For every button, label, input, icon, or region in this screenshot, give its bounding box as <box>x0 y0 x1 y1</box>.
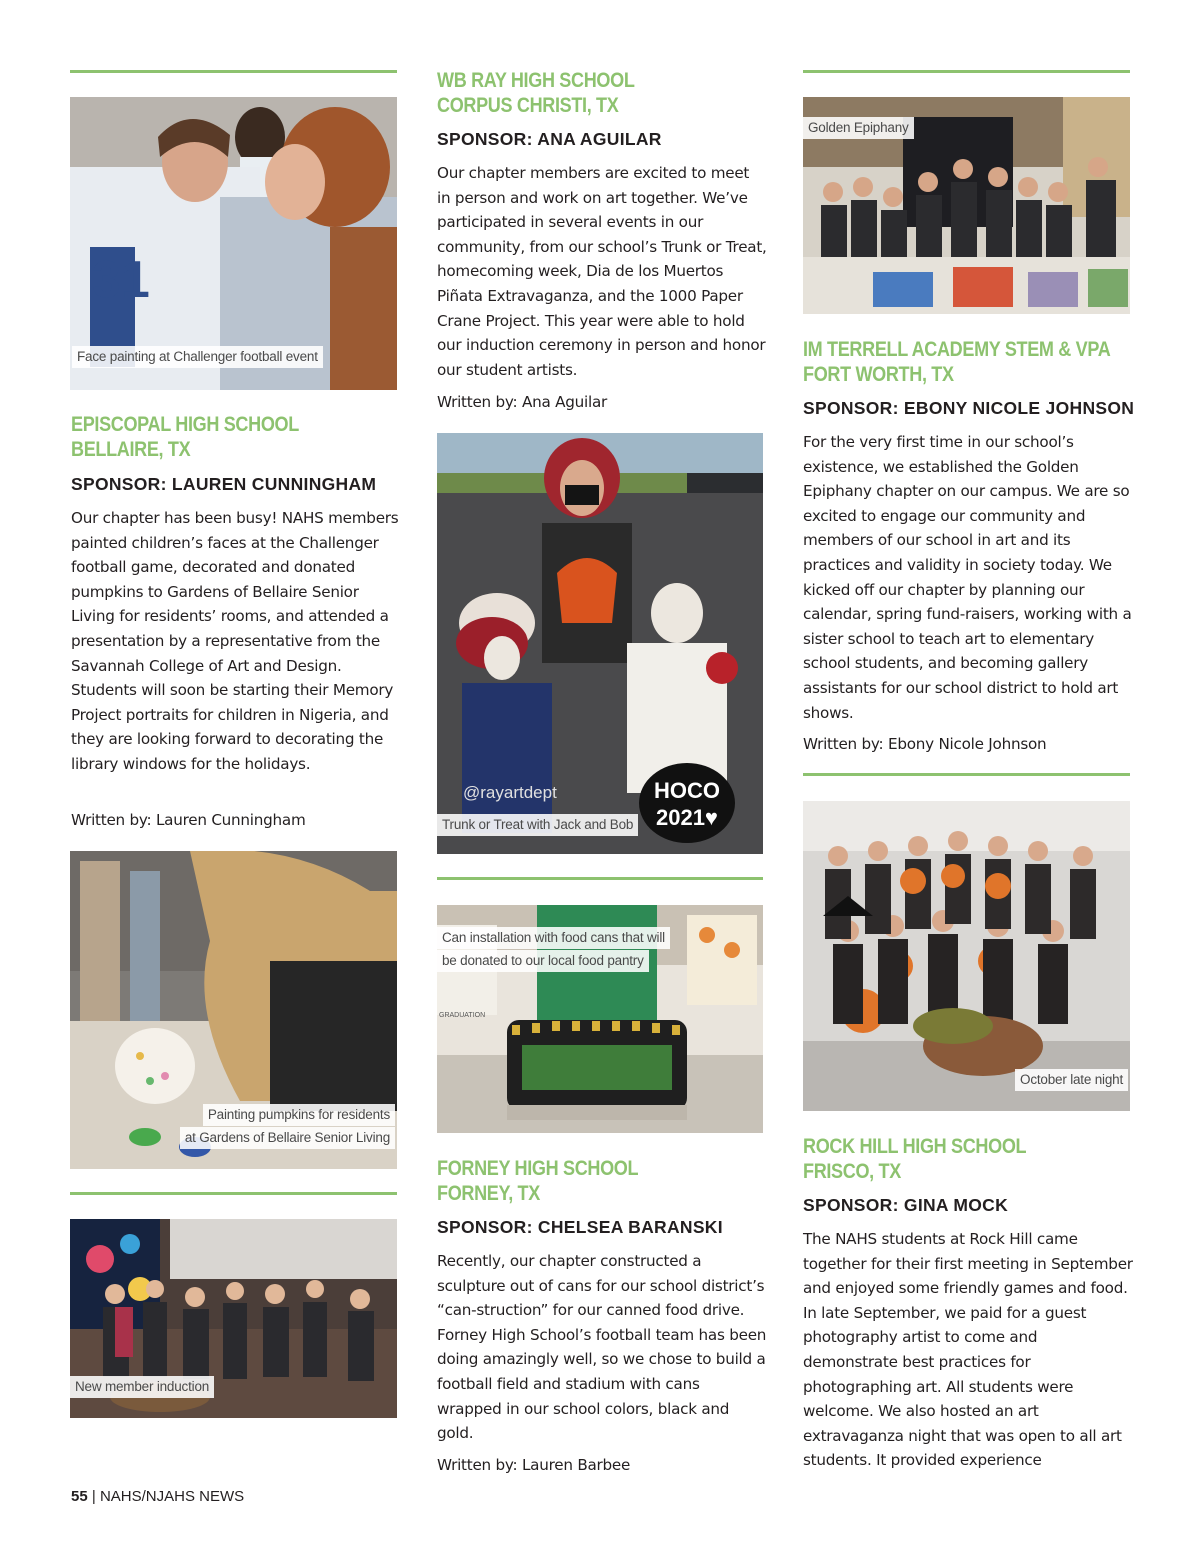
episcopal-school-city: BELLAIRE, TX <box>71 438 191 461</box>
episcopal-byline: Written by: Lauren Cunningham <box>71 811 306 829</box>
face-painting-caption: Face painting at Challenger football event <box>72 346 323 368</box>
rock-hill-school-name: ROCK HILL HIGH SCHOOL <box>803 1135 1027 1158</box>
column1-top-rule <box>70 70 397 73</box>
october-late-night-caption: October late night <box>1015 1069 1128 1091</box>
october-late-night-photo <box>803 801 1130 1111</box>
episcopal-sponsor: SPONSOR: LAUREN CUNNINGHAM <box>71 474 377 494</box>
hoco-sign-line2: 2021♥ <box>655 805 719 830</box>
page-footer <box>71 1488 244 1505</box>
forney-byline: Written by: Lauren Barbee <box>437 1456 631 1474</box>
can-installation-caption-line2: be donated to our local food pantry <box>437 950 649 972</box>
forney-school-name: FORNEY HIGH SCHOOL <box>437 1157 639 1180</box>
golden-epiphany-caption: Golden Epiphany <box>803 117 914 139</box>
im-terrell-body: For the very first time in our school’s existence, we established the Golden Epiphany chapter on our campus. We are so excited to engage our community and members of our school in art and its practices and validity in society today. We kicked off our chapter by planning our calendar, spring fund-raisers, working with a sister school to teach art to elementary school students, and becoming gallery assistants for our school district to hold art shows. <box>803 433 1132 722</box>
forney-sponsor: SPONSOR: CHELSEA BARANSKI <box>437 1217 723 1237</box>
rayartdept-handle: @rayartdept <box>463 783 557 802</box>
wb-ray-school-name: WB RAY HIGH SCHOOL <box>437 69 635 92</box>
pumpkin-caption-line2: at Gardens of Bellaire Senior Living <box>180 1127 395 1149</box>
induction-photo <box>70 1219 397 1418</box>
rock-hill-sponsor: SPONSOR: GINA MOCK <box>803 1195 1009 1215</box>
graduation-label: GRADUATION <box>439 1012 486 1019</box>
column1-mid-rule <box>70 1192 397 1195</box>
pumpkin-caption-line1: Painting pumpkins for residents <box>203 1104 395 1126</box>
page-number: 55 <box>71 1488 88 1505</box>
im-terrell-byline: Written by: Ebony Nicole Johnson <box>803 735 1047 753</box>
column3-mid-rule <box>803 773 1130 776</box>
wb-ray-sponsor: SPONSOR: ANA AGUILAR <box>437 129 662 149</box>
footer-separator: | <box>91 1488 96 1505</box>
pumpkin-painting-photo <box>70 851 397 1169</box>
im-terrell-school-name: IM TERRELL ACADEMY STEM & VPA <box>803 338 1111 361</box>
column3-top-rule <box>803 70 1130 73</box>
im-terrell-school-city: FORT WORTH, TX <box>803 363 954 386</box>
wb-ray-body: Our chapter members are excited to meet in person and work on art together. We’ve participated in several events in our community, from our school’s Trunk or Treat, homecoming week, Dia de los Muertos Piñata Extravaganza, and the 1000 Paper Crane Project. This year were able to hold our induction ceremony in person and honor our student artists. <box>437 164 767 379</box>
column2-mid-rule <box>437 877 763 880</box>
publication-name: NAHS/NJAHS NEWS <box>99 1488 245 1505</box>
can-installation-caption-line1: Can installation with food cans that will <box>437 927 670 949</box>
induction-caption: New member induction <box>70 1376 214 1398</box>
wb-ray-byline: Written by: Ana Aguilar <box>437 393 608 411</box>
trunk-or-treat-photo <box>437 433 763 854</box>
episcopal-school-name: EPISCOPAL HIGH SCHOOL <box>71 413 299 436</box>
trunk-or-treat-caption: Trunk or Treat with Jack and Bob <box>437 814 638 836</box>
forney-school-city: FORNEY, TX <box>437 1182 540 1205</box>
can-installation-photo <box>437 905 763 1133</box>
hoco-sign-line1: HOCO <box>654 778 720 803</box>
rock-hill-school-city: FRISCO, TX <box>803 1160 901 1183</box>
face-painting-photo <box>70 97 397 390</box>
forney-body: Recently, our chapter constructed a sculpture out of cans for our school district’s “can-struction” for our canned food drive. Forney High School’s football team has been doing amazingly well, so we chose to build a football field and stadium with cans wrapped in our school colors, black and gold. <box>437 1252 767 1443</box>
wb-ray-school-city: CORPUS CHRISTI, TX <box>437 94 619 117</box>
jersey-number: 31 <box>92 251 150 309</box>
episcopal-body: Our chapter has been busy! NAHS members painted children’s faces at the Challenger football game, decorated and donated pumpkins to Gardens of Bellaire Senior Living for residents’ rooms, and attended a presentation by a representative from the Savannah College of Art and Design. Students will soon be starting their Memory Project portraits for children in Nigeria, and they are looking forward to decorating the library windows for the holidays. <box>71 509 399 773</box>
rock-hill-body: The NAHS students at Rock Hill came together for their first meeting in September and enjoyed some friendly games and food. In late September, we paid for a guest photography artist to come and demonstrate best practices for photographing art. All students were welcome. We also hosted an art extravaganza night that was open to all art students. It provided experience <box>803 1230 1133 1470</box>
golden-epiphany-photo <box>803 97 1130 314</box>
im-terrell-sponsor: SPONSOR: EBONY NICOLE JOHNSON <box>803 398 1135 418</box>
